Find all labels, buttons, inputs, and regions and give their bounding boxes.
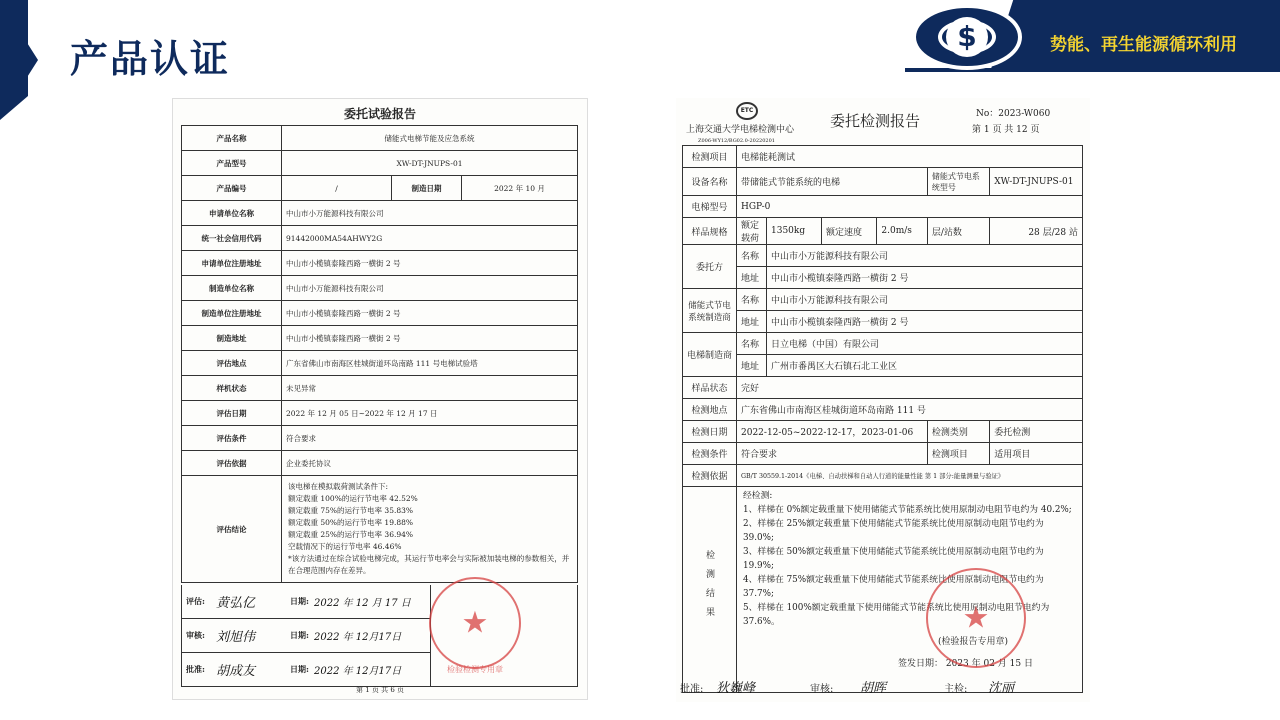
row-key: 评估日期: [182, 401, 282, 426]
table-row: [683, 377, 1083, 399]
conclusion-text: 该电梯在模拟载荷测试条件下: 额定载重 100%的运行节电率 42.52% 额定载重 75%的运行节电率 35.83% 额定载重 50%的运行节电率 19.88% 额定载重 25%的运行节电率 36.94% 空载情况下的运行节电率 46.46% *该方法通过在综合试验电梯完成，其运行节电率会与实际被加装电梯的参数相关，并在合理范围内存在差异。: [282, 476, 578, 583]
row-key: 产品名称: [182, 126, 282, 151]
handwritten-date: 2022 年 12 月 17 日: [314, 598, 411, 609]
row-key: 名称: [737, 289, 767, 311]
signature-row: [181, 619, 431, 653]
table-row: [683, 333, 1083, 355]
company-logo: [912, 4, 1022, 70]
date-label: 日期:: [290, 630, 309, 640]
table-row: [182, 476, 578, 583]
row-value: 1350kg: [767, 218, 822, 245]
left-certificate: [172, 98, 588, 700]
red-stamp: [429, 577, 521, 674]
row-value: 中山市小榄镇泰隆西路一横街 2 号: [282, 326, 578, 351]
handwritten-date: 2022 年 12月17日: [314, 632, 402, 643]
table-row: [182, 426, 578, 451]
row-value: 符合要求: [282, 426, 578, 451]
table-row: [683, 443, 1083, 465]
left-info-table: [181, 125, 578, 583]
signature-row: [181, 585, 431, 619]
right-certificate: [676, 98, 1090, 702]
star-icon: ★: [461, 605, 489, 641]
table-row: [683, 245, 1083, 267]
row-value: 完好: [737, 377, 1083, 399]
sig-label: 批准:: [680, 684, 704, 695]
row-key: 评估结论: [182, 476, 282, 583]
row-value: 企业委托协议: [282, 451, 578, 476]
row-value: 2.0m/s: [877, 218, 927, 245]
row-value: 2022 年 10 月: [462, 176, 578, 201]
row-key: 统一社会信用代码: [182, 226, 282, 251]
handwritten-signature: 刘旭伟: [216, 630, 256, 645]
handwritten-signature: 黄弘亿: [216, 596, 256, 611]
report-number: No：2023-W060: [976, 109, 1051, 119]
row-key: 名称: [737, 245, 767, 267]
handwritten-signature: 沈丽: [988, 681, 1015, 696]
row-key: 申请单位名称: [182, 201, 282, 226]
row-value: 91442000MA54AHWY2G: [282, 226, 578, 251]
table-row: [182, 451, 578, 476]
table-row: [683, 218, 1083, 245]
row-value: 中山市小万能源科技有限公司: [282, 276, 578, 301]
stamp-note: (检验报告专用章): [938, 637, 1009, 647]
table-row: [683, 168, 1083, 196]
result-text: 经检测: 1、样梯在 0%额定载重量下使用储能式节能系统比使用原制动电阻节电约为 40.2%; 2、样梯在 25%额定载重量下使用储能式节能系统比使用原制动电阻节电约为 39.0%; 3、样梯在 50%额定载重量下使用储能式节能系统比使用原制动电阻节电约为 19.9%; 4、样梯在 75%额定载重量下使用储能式节能系统比使用原制动电阻节电约为 37.7%; 5、样梯在 100%额定载重量下使用储能式节能系统比使用原制动电阻节电约为 37.6%。: [737, 487, 1083, 693]
sig-label: 审核:: [186, 630, 205, 640]
row-key: 检测项目: [683, 146, 737, 168]
row-key: 评估依据: [182, 451, 282, 476]
row-key: 制造单位注册地址: [182, 301, 282, 326]
page-count: 第 1 页 共 12 页: [972, 125, 1040, 135]
page-footer: 第 1 页 共 6 页: [355, 686, 405, 694]
row-value: 广东省佛山市南海区桂城街道环岛南路 111 号: [737, 399, 1083, 421]
date-label: 日期:: [290, 664, 309, 674]
row-key: 委托方: [683, 245, 737, 289]
table-row: [683, 267, 1083, 289]
row-value: 中山市小万能源科技有限公司: [767, 245, 1083, 267]
row-key: 额定速度: [822, 218, 877, 245]
row-value: 中山市小榄镇泰隆西路一横街 2 号: [767, 311, 1083, 333]
sig-label: 批准:: [186, 664, 205, 674]
org-name: 上海交通大学电梯检测中心: [686, 125, 795, 135]
row-key: 评估地点: [182, 351, 282, 376]
table-row: [182, 301, 578, 326]
row-key: 设备名称: [683, 168, 737, 196]
dollar-icon: $: [946, 17, 988, 57]
table-row: [182, 276, 578, 301]
row-key: 额定载荷: [737, 218, 767, 245]
row-value: 中山市小榄镇泰隆西路一横街 2 号: [282, 301, 578, 326]
row-value: 中山市小榄镇泰隆西路一横街 2 号: [767, 267, 1083, 289]
row-key: 检测类别: [927, 421, 989, 443]
row-value: 储能式电梯节能及应急系统: [282, 126, 578, 151]
table-row: [182, 251, 578, 276]
sig-label: 主检:: [944, 684, 968, 695]
row-value: XW-DT-JNUPS-01: [282, 151, 578, 176]
row-key: 电梯型号: [683, 196, 737, 218]
row-key: 样品状态: [683, 377, 737, 399]
handwritten-signature: 胡晖: [860, 681, 887, 696]
row-key: 电梯制造商: [683, 333, 737, 377]
row-key: 检测依据: [683, 465, 737, 487]
left-chevron-decoration: [24, 38, 38, 82]
table-row: [683, 289, 1083, 311]
row-value: 带储能式节能系统的电梯: [737, 168, 928, 196]
row-key: 申请单位注册地址: [182, 251, 282, 276]
row-key: 制造地址: [182, 326, 282, 351]
issue-date: 签发日期： 2023 年 02 月 15 日: [898, 659, 1033, 669]
sig-label: 评估:: [186, 596, 205, 606]
row-value: 广东省佛山市南海区桂城街道环岛南路 111 号电梯试验塔: [282, 351, 578, 376]
table-row: [683, 311, 1083, 333]
row-key: 产品型号: [182, 151, 282, 176]
sig-label: 审核:: [810, 684, 834, 695]
row-value: 中山市小万能源科技有限公司: [767, 289, 1083, 311]
row-value: GB/T 30559.1-2014《电梯、自动扶梯和自动人行道的能量性能 第 1 部分:能量测量与验证》: [737, 465, 1083, 487]
row-key: 储能式节电系统制造商: [683, 289, 737, 333]
table-row: [182, 151, 578, 176]
star-icon: ★: [962, 600, 990, 636]
row-key: 储能式节电系统型号: [927, 168, 989, 196]
row-value: 2022 年 12 月 05 日~2022 年 12 月 17 日: [282, 401, 578, 426]
table-row: [683, 465, 1083, 487]
doc-code: Z006-WY12/BG02.0-20220201: [698, 138, 775, 144]
row-key: 制造单位名称: [182, 276, 282, 301]
table-row: [182, 201, 578, 226]
row-value: /: [282, 176, 392, 201]
row-key: 检测结果: [704, 550, 714, 626]
row-key: 地址: [737, 355, 767, 377]
etc-logo: ETC: [736, 102, 758, 120]
row-key: 样品规格: [683, 218, 737, 245]
stamp-text: 检验检测专用章: [447, 665, 503, 674]
row-value: 日立电梯（中国）有限公司: [767, 333, 1083, 355]
table-row: [182, 376, 578, 401]
handwritten-signature: 狄巍峰: [716, 681, 756, 696]
row-value: 符合要求: [737, 443, 928, 465]
table-row: [182, 401, 578, 426]
row-key: 检测地点: [683, 399, 737, 421]
table-row: [683, 421, 1083, 443]
date-label: 日期:: [290, 596, 309, 606]
row-key: 层/站数: [927, 218, 989, 245]
table-row: [182, 326, 578, 351]
row-key: 评估条件: [182, 426, 282, 451]
page-title: 产品认证: [70, 37, 231, 81]
row-value: 2022-12-05~2022-12-17，2023-01-06: [737, 421, 928, 443]
table-row: [182, 351, 578, 376]
handwritten-signature: 胡成友: [216, 664, 256, 679]
row-value: 电梯能耗测试: [737, 146, 1083, 168]
row-value: 中山市小榄镇泰隆西路一横街 2 号: [282, 251, 578, 276]
row-key: 检测日期: [683, 421, 737, 443]
table-row: [182, 176, 578, 201]
table-row: [683, 399, 1083, 421]
handwritten-date: 2022 年 12月17日: [314, 666, 402, 677]
row-key: 样机状态: [182, 376, 282, 401]
signature-row: [181, 653, 431, 687]
slogan: 势能、再生能源循环利用: [1050, 35, 1237, 55]
row-value: 委托检测: [990, 421, 1083, 443]
row-value: HGP-0: [737, 196, 1083, 218]
table-row: [683, 146, 1083, 168]
row-value: 广州市番禺区大石镇石北工业区: [767, 355, 1083, 377]
row-key: 产品编号: [182, 176, 282, 201]
row-value: 适用项目: [990, 443, 1083, 465]
row-value: XW-DT-JNUPS-01: [990, 168, 1083, 196]
row-value: 28 层/28 站: [990, 218, 1083, 245]
table-row: [683, 196, 1083, 218]
row-key: 检测项目: [927, 443, 989, 465]
row-value: 中山市小万能源科技有限公司: [282, 201, 578, 226]
row-value: 未见异常: [282, 376, 578, 401]
left-doc-title: 委托试验报告: [343, 107, 416, 121]
row-key: 检测条件: [683, 443, 737, 465]
table-row: [683, 355, 1083, 377]
row-key: 制造日期: [392, 176, 462, 201]
row-key: 地址: [737, 311, 767, 333]
row-key: 名称: [737, 333, 767, 355]
right-doc-title: 委托检测报告: [830, 112, 921, 130]
table-row: [182, 126, 578, 151]
table-row: [182, 226, 578, 251]
red-stamp: [926, 568, 1026, 668]
row-key: 地址: [737, 267, 767, 289]
